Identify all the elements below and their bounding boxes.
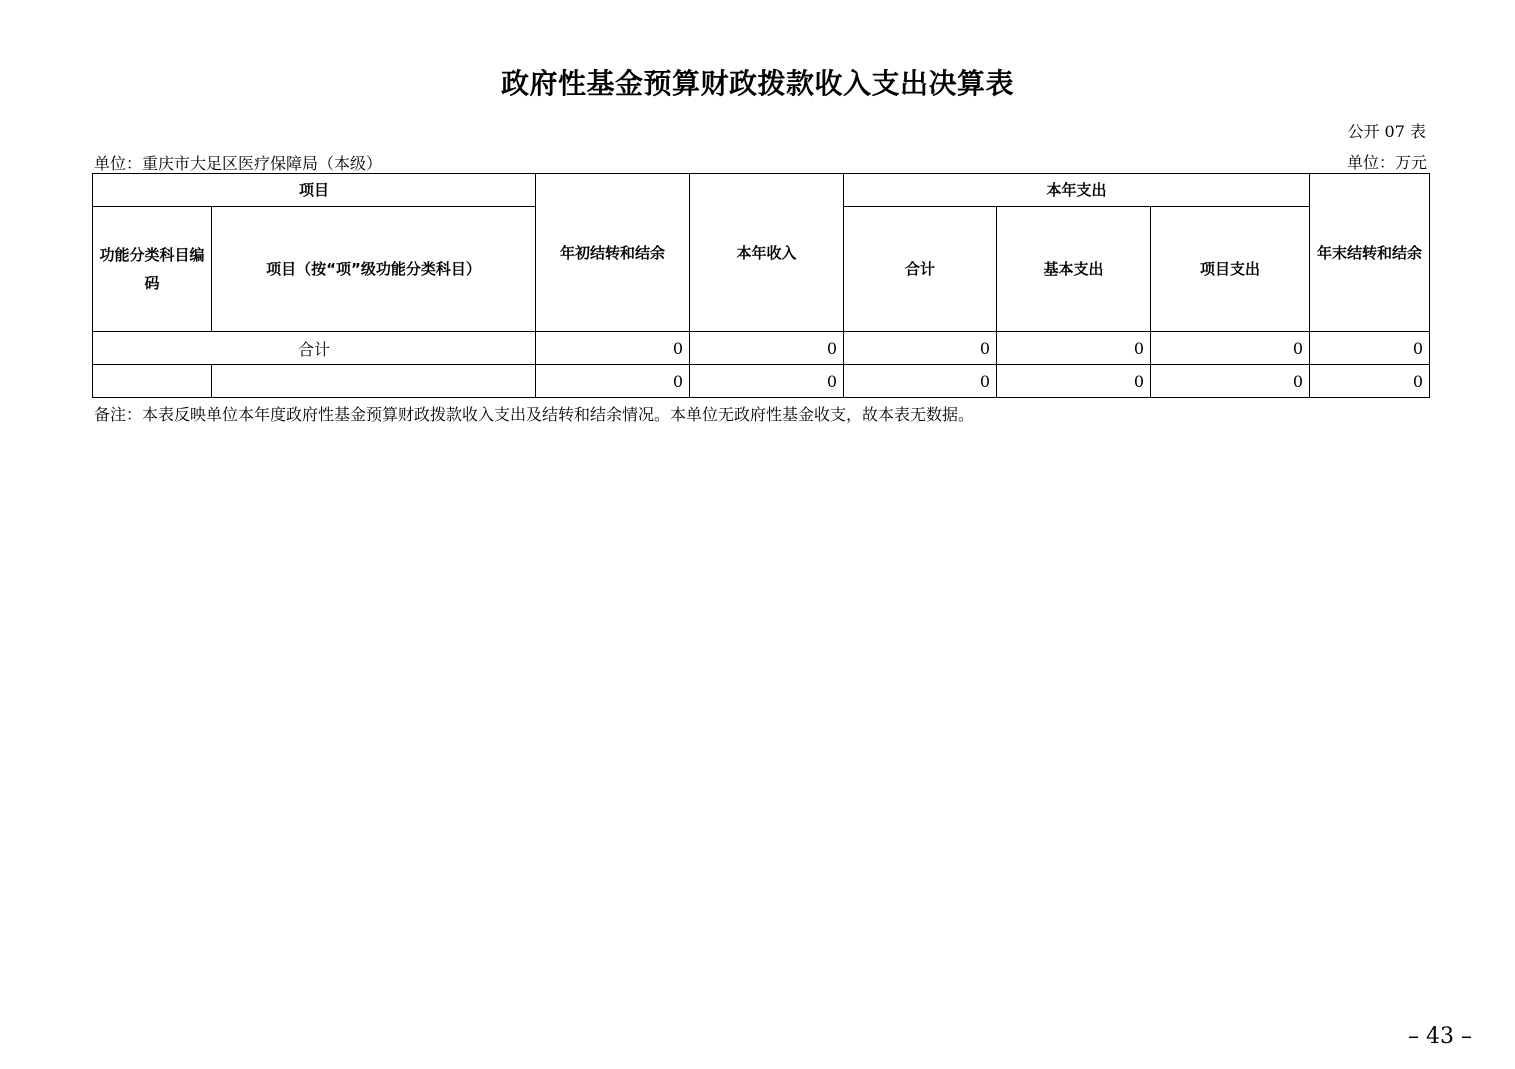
header-item-name: 项目（按“项”级功能分类科目）: [212, 207, 536, 332]
header-current-income: 本年收入: [690, 174, 844, 332]
summary-begin-balance: 0: [536, 332, 690, 365]
summary-project-expense: 0: [1151, 332, 1310, 365]
header-end-balance: 年末结转和结余: [1310, 174, 1430, 332]
table-note: 备注：本表反映单位本年度政府性基金预算财政拨款收入支出及结转和结余情况。本单位无政府性基金收支，故本表无数据。: [94, 405, 975, 424]
row-expense-total: 0: [844, 365, 997, 398]
header-item-group: 项目: [93, 174, 536, 207]
header-expense-group: 本年支出: [844, 174, 1310, 207]
row-code: [93, 365, 212, 398]
summary-end-balance: 0: [1310, 332, 1430, 365]
row-end-balance: 0: [1310, 365, 1430, 398]
page-number: – 43 –: [1408, 1024, 1472, 1049]
currency-unit: 单位：万元: [1346, 153, 1427, 172]
row-basic-expense: 0: [997, 365, 1151, 398]
budget-table: [92, 173, 1430, 398]
table-number: 公开 07 表: [1347, 122, 1426, 141]
summary-row: [93, 332, 1430, 365]
reporting-unit: 单位：重庆市大足区医疗保障局（本级）: [94, 154, 383, 173]
summary-basic-expense: 0: [997, 332, 1151, 365]
page-title: 政府性基金预算财政拨款收入支出决算表: [500, 67, 1014, 100]
row-item-name: [212, 365, 536, 398]
header-begin-balance: 年初结转和结余: [536, 174, 690, 332]
row-begin-balance: 0: [536, 365, 690, 398]
header-expense-total: 合计: [844, 207, 997, 332]
summary-current-income: 0: [690, 332, 844, 365]
summary-expense-total: 0: [844, 332, 997, 365]
table-row: [93, 365, 1430, 398]
row-current-income: 0: [690, 365, 844, 398]
summary-label: 合计: [93, 332, 536, 365]
header-basic-expense: 基本支出: [997, 207, 1151, 332]
row-project-expense: 0: [1151, 365, 1310, 398]
header-project-expense: 项目支出: [1151, 207, 1310, 332]
header-code: 功能分类科目编码: [93, 207, 212, 332]
